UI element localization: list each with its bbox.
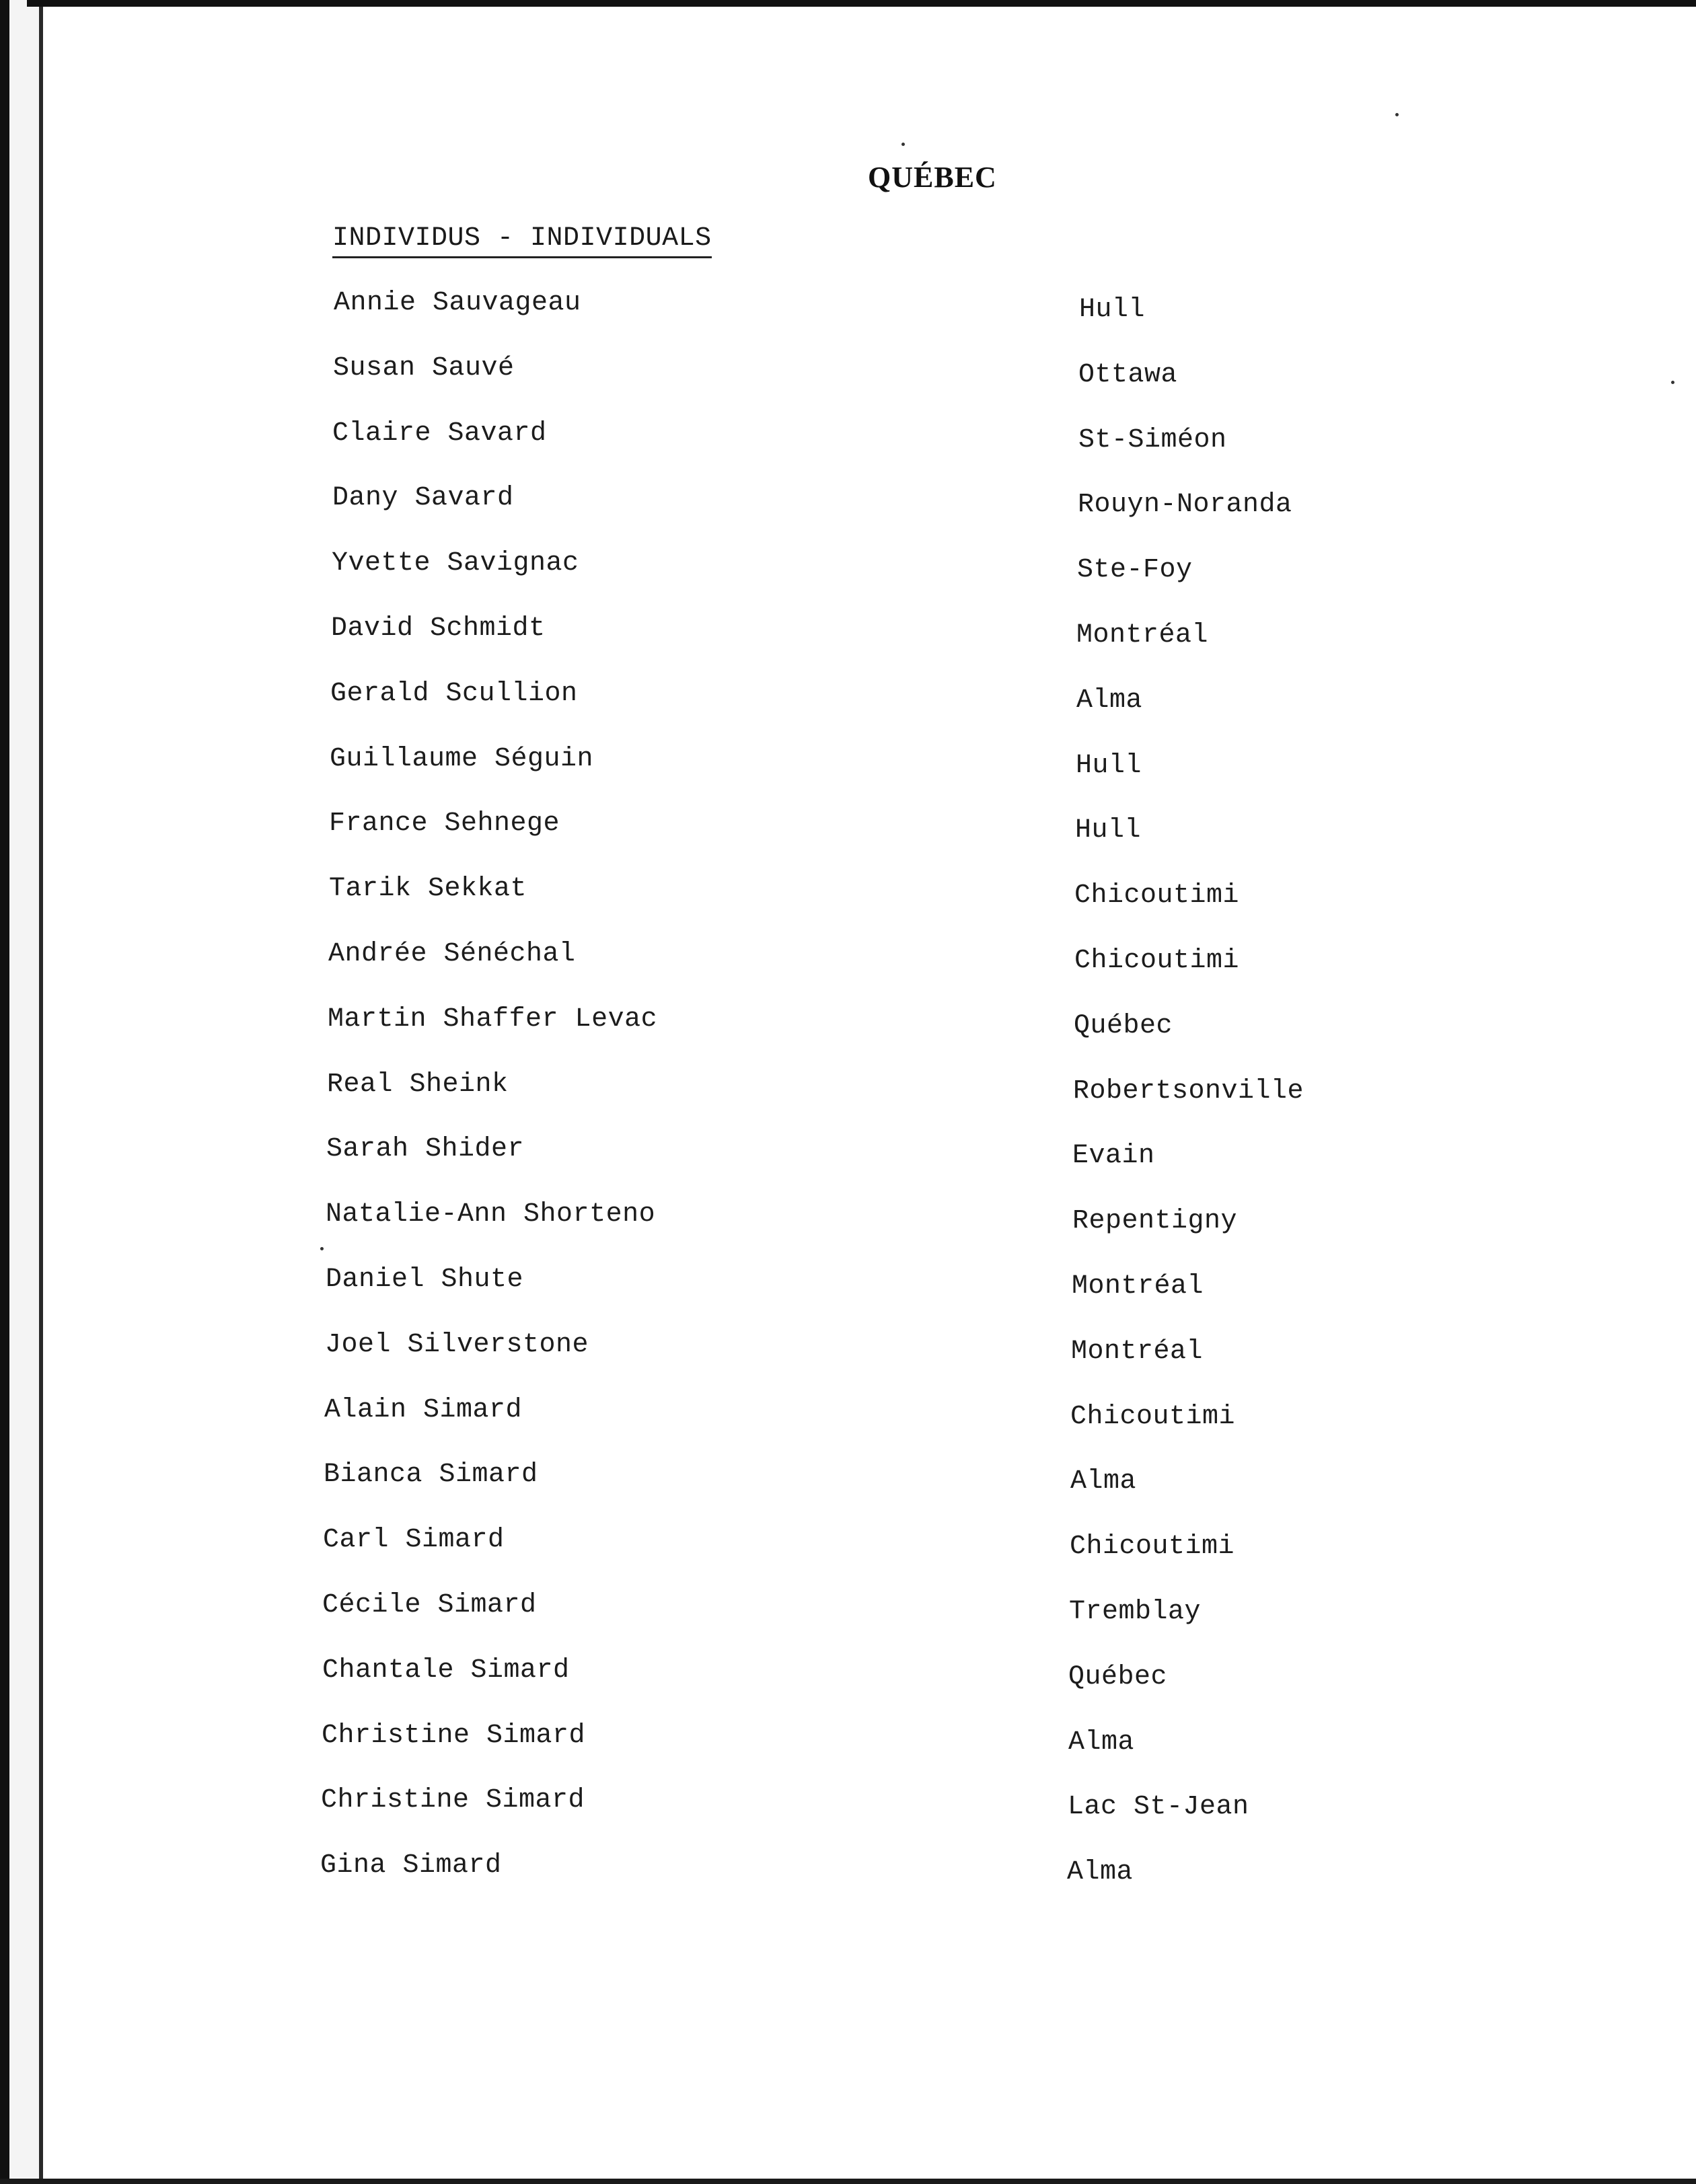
entry-place: Montréal <box>1071 1336 1204 1367</box>
entry-name: Guillaume Séguin <box>330 744 594 774</box>
entry-name: Christine Simard <box>322 1721 586 1751</box>
entry-place: Repentigny <box>1072 1206 1238 1236</box>
entry-place: Québec <box>1068 1662 1168 1692</box>
entry-place: Hull <box>1076 751 1142 781</box>
entry-name: Susan Sauvé <box>333 353 515 383</box>
entry-place: St-Siméon <box>1078 425 1227 455</box>
entry-name: Claire Savard <box>332 418 547 449</box>
entry-place: Alma <box>1068 1727 1135 1758</box>
section-heading: INDIVIDUS - INDIVIDUALS <box>332 223 712 258</box>
entry-name: Chantale Simard <box>322 1655 570 1686</box>
entry-place: Robertsonville <box>1073 1076 1304 1106</box>
entry-name: Real Sheink <box>327 1069 509 1100</box>
entry-name: Gerald Scullion <box>330 679 578 709</box>
entry-place: Chicoutimi <box>1074 946 1240 976</box>
page-title: QUÉBEC <box>868 161 997 194</box>
entry-place: Alma <box>1070 1466 1137 1497</box>
entry-name: Joel Silverstone <box>325 1330 589 1360</box>
entry-name: France Sehnege <box>329 808 560 839</box>
entry-name: Daniel Shute <box>326 1265 524 1295</box>
entry-place: Hull <box>1075 815 1142 845</box>
entry-name: Martin Shaffer Levac <box>328 1004 658 1034</box>
entry-name: Bianca Simard <box>324 1460 538 1490</box>
entry-name: Annie Sauvageau <box>334 288 581 318</box>
entry-place: Hull <box>1079 295 1146 325</box>
entry-name: Tarik Sekkat <box>329 874 527 904</box>
entry-place: Alma <box>1076 685 1143 716</box>
entry-name: Gina Simard <box>320 1850 502 1881</box>
entry-place: Alma <box>1067 1857 1134 1887</box>
entry-name: Christine Simard <box>321 1785 585 1815</box>
entry-place: Ste-Foy <box>1077 555 1193 585</box>
entry-name: Dany Savard <box>332 483 514 513</box>
entry-name: Sarah Shider <box>326 1134 525 1164</box>
entry-place: Chicoutimi <box>1070 1402 1236 1432</box>
entry-place: Tremblay <box>1069 1597 1202 1627</box>
entry-place: Evain <box>1072 1141 1155 1171</box>
entry-place: Ottawa <box>1078 360 1178 390</box>
entry-name: David Schmidt <box>331 613 546 644</box>
entry-place: Montréal <box>1076 620 1209 650</box>
entry-name: Natalie-Ann Shorteno <box>326 1199 656 1230</box>
entry-name: Cécile Simard <box>322 1590 537 1620</box>
entry-place: Québec <box>1074 1011 1173 1041</box>
entry-place: Chicoutimi <box>1070 1532 1235 1562</box>
entry-place: Rouyn-Noranda <box>1078 490 1292 520</box>
entry-place: Lac St-Jean <box>1068 1792 1249 1822</box>
entry-place: Chicoutimi <box>1074 880 1240 911</box>
entry-name: Andrée Sénéchal <box>328 939 576 969</box>
entry-name: Alain Simard <box>324 1395 523 1425</box>
entry-name: Carl Simard <box>323 1525 505 1555</box>
entry-name: Yvette Savignac <box>332 548 579 578</box>
entry-place: Montréal <box>1072 1271 1204 1302</box>
